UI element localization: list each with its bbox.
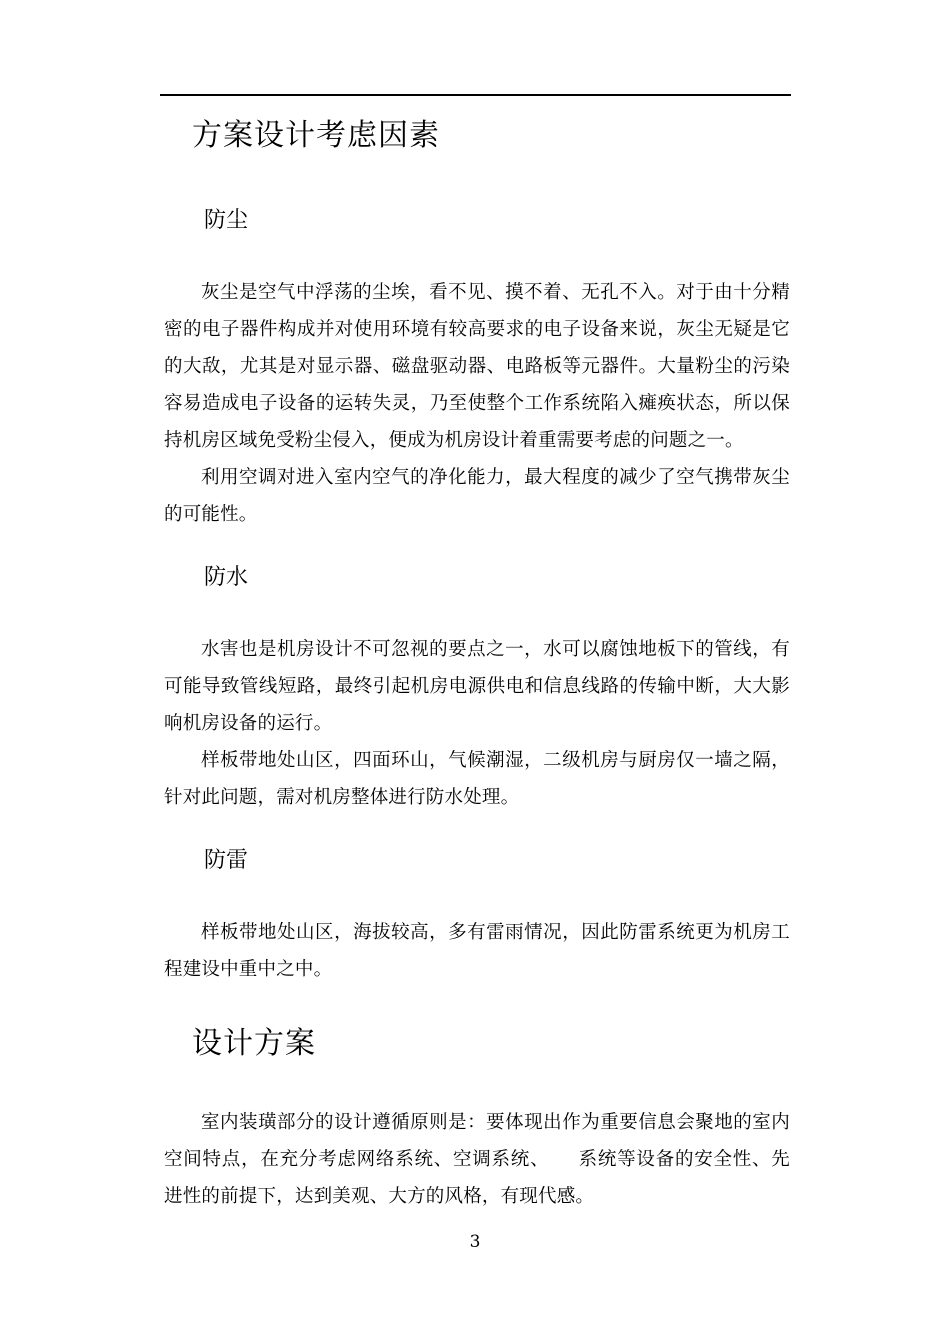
paragraph-dustproof-1: 灰尘是空气中浮荡的尘埃，看不见、摸不着、无孔不入。对于由十分精密的电子器件构成并对使用环境有较高要求的电子设备来说，灰尘无疑是它的大敌，尤其是对显示器、磁盘驱动器、电路板等元器件。大量粉尘的污染容易造成电子设备的运转失灵，乃至使整个工作系统陷入瘫痪状态，所以保持机房区域免受粉尘侵入，便成为机房设计着重需要考虑的问题之一。 [164,282,790,451]
subsection-title-lightning: 防雷 [204,848,249,873]
section-title-design-factors: 方案设计考虑因素 [192,118,440,153]
subsection-title-dustproof: 防尘 [204,208,249,233]
paragraph-waterproof-2: 样板带地处山区，四面环山，气候潮湿，二级机房与厨房仅一墙之隔，针对此问题，需对机房整体进行防水处理。 [164,750,790,808]
paragraph-design-plan-1: 室内装璜部分的设计遵循原则是：要体现出作为重要信息会聚地的室内空间特点，在充分考虑网络系统、空调系统、 系统等设备的安全性、先进性的前提下，达到美观、大方的风格，有现代感。 [164,1112,790,1207]
paragraph-waterproof-1: 水害也是机房设计不可忽视的要点之一，水可以腐蚀地板下的管线，有可能导致管线短路，最终引起机房电源供电和信息线路的传输中断，大大影响机房设备的运行。 [164,639,790,734]
document-body [164,112,790,1215]
paragraph-dustproof-2: 利用空调对进入室内空气的净化能力，最大程度的减少了空气携带灰尘的可能性。 [164,467,790,525]
page-number: 3 [469,1232,481,1252]
subsection-title-waterproof: 防水 [204,565,249,590]
paragraph-lightning-1: 样板带地处山区，海拔较高，多有雷雨情况，因此防雷系统更为机房工程建设中重中之中。 [164,922,790,980]
header-rule [160,94,791,96]
section-title-design-plan: 设计方案 [192,1026,316,1061]
